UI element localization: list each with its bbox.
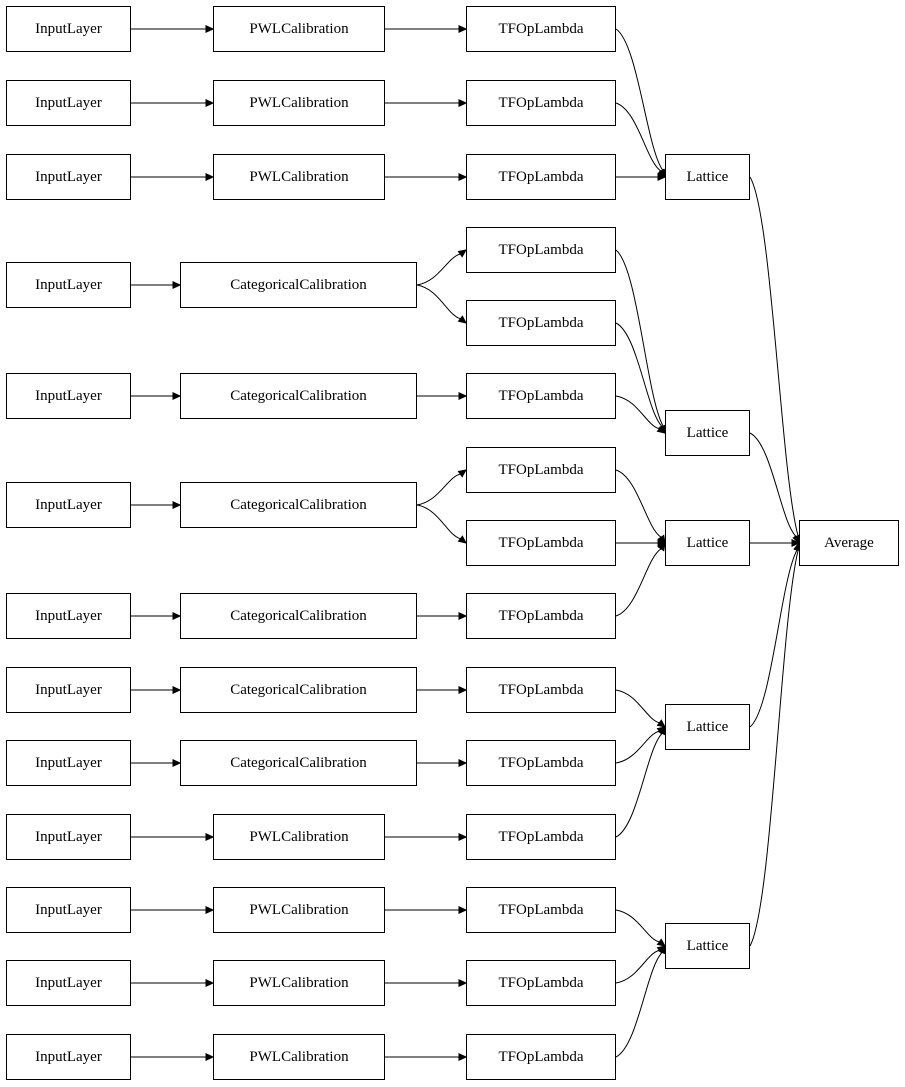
node-in6: [6, 482, 131, 528]
node-label: TFOpLambda: [498, 681, 584, 698]
arrowhead: [458, 250, 466, 257]
node-label: TFOpLambda: [498, 20, 584, 37]
node-label: TFOpLambda: [498, 974, 584, 991]
node-label: TFOpLambda: [498, 607, 584, 624]
arrowhead: [459, 174, 466, 180]
edge-lat5-to-avg: [750, 550, 798, 946]
node-label: InputLayer: [35, 681, 102, 698]
node-label: TFOpLambda: [498, 828, 584, 845]
edge-cal6-to-op8: [417, 505, 460, 539]
node-op2: [466, 80, 616, 126]
arrowhead: [173, 760, 180, 766]
node-label: InputLayer: [35, 974, 102, 991]
node-avg: [799, 520, 899, 566]
node-label: InputLayer: [35, 901, 102, 918]
edge-cal6-to-op7: [417, 474, 460, 505]
node-cal7: [180, 593, 417, 639]
node-label: TFOpLambda: [498, 1048, 584, 1065]
arrowhead: [173, 502, 180, 508]
node-label: CategoricalCalibration: [230, 387, 367, 404]
node-cal2: [213, 80, 385, 126]
node-in2: [6, 80, 131, 126]
edge-op1-to-lat1: [616, 29, 663, 170]
node-lat1: [665, 154, 750, 200]
node-label: PWLCalibration: [249, 168, 349, 185]
node-label: CategoricalCalibration: [230, 607, 367, 624]
node-cal13: [213, 1034, 385, 1080]
node-label: Lattice: [686, 424, 729, 441]
node-label: CategoricalCalibration: [230, 496, 367, 513]
arrowhead: [206, 980, 213, 986]
edge-lat4-to-avg: [750, 550, 797, 727]
node-label: TFOpLambda: [498, 241, 584, 258]
node-label: InputLayer: [35, 276, 102, 293]
edge-op4-to-lat2: [616, 250, 663, 426]
node-lat3: [665, 520, 750, 566]
node-in3: [6, 154, 131, 200]
node-label: InputLayer: [35, 607, 102, 624]
node-label: CategoricalCalibration: [230, 276, 367, 293]
node-label: Lattice: [686, 937, 729, 954]
edge-op14-to-lat5: [616, 950, 659, 983]
arrowhead: [459, 613, 466, 619]
node-op13: [466, 887, 616, 933]
arrowhead: [459, 760, 466, 766]
node-label: TFOpLambda: [498, 387, 584, 404]
arrowhead: [657, 720, 665, 727]
node-label: InputLayer: [35, 496, 102, 513]
edge-cal4-to-op5: [417, 285, 460, 319]
arrowhead: [459, 100, 466, 106]
node-label: TFOpLambda: [498, 314, 584, 331]
node-label: Lattice: [686, 718, 729, 735]
node-cal3: [213, 154, 385, 200]
arrowhead: [173, 613, 180, 619]
node-op12: [466, 814, 616, 860]
node-label: TFOpLambda: [498, 754, 584, 771]
node-op11: [466, 740, 616, 786]
arrowhead: [459, 26, 466, 32]
node-label: TFOpLambda: [498, 534, 584, 551]
node-in12: [6, 960, 131, 1006]
edge-op13-to-lat5: [616, 910, 659, 942]
edge-op11-to-lat4: [616, 731, 659, 763]
node-op15: [466, 1034, 616, 1080]
node-op6: [466, 373, 616, 419]
arrowhead: [459, 316, 466, 323]
node-in5: [6, 373, 131, 419]
node-label: CategoricalCalibration: [230, 681, 367, 698]
node-lat2: [665, 410, 750, 456]
node-cal12: [213, 960, 385, 1006]
node-label: InputLayer: [35, 20, 102, 37]
node-cal4: [180, 262, 417, 308]
node-lat4: [665, 704, 750, 750]
node-op3: [466, 154, 616, 200]
arrowhead: [173, 393, 180, 399]
arrowhead: [206, 26, 213, 32]
node-op10: [466, 667, 616, 713]
node-in1: [6, 6, 131, 52]
node-label: InputLayer: [35, 387, 102, 404]
arrowhead: [459, 1054, 466, 1060]
node-cal11: [213, 887, 385, 933]
node-label: PWLCalibration: [249, 20, 349, 37]
node-cal1: [213, 6, 385, 52]
node-label: PWLCalibration: [249, 94, 349, 111]
node-cal6: [180, 482, 417, 528]
node-lat5: [665, 923, 750, 969]
node-op4: [466, 227, 616, 273]
node-label: Average: [824, 534, 874, 551]
node-op1: [466, 6, 616, 52]
arrowhead: [206, 834, 213, 840]
node-label: InputLayer: [35, 828, 102, 845]
node-label: InputLayer: [35, 168, 102, 185]
node-in7: [6, 593, 131, 639]
arrowhead: [459, 834, 466, 840]
node-label: PWLCalibration: [249, 901, 349, 918]
node-label: TFOpLambda: [498, 901, 584, 918]
node-cal8: [180, 667, 417, 713]
node-in9: [6, 740, 131, 786]
node-label: PWLCalibration: [249, 828, 349, 845]
node-label: InputLayer: [35, 754, 102, 771]
node-in10: [6, 814, 131, 860]
arrowhead: [206, 174, 213, 180]
arrowhead: [206, 100, 213, 106]
node-cal10: [213, 814, 385, 860]
arrowhead: [206, 1054, 213, 1060]
node-in13: [6, 1034, 131, 1080]
node-label: PWLCalibration: [249, 974, 349, 991]
arrowhead: [459, 393, 466, 399]
edge-op2-to-lat1: [616, 103, 661, 171]
arrowhead: [459, 980, 466, 986]
arrowhead: [459, 907, 466, 913]
arrowhead: [206, 907, 213, 913]
arrowhead: [459, 536, 466, 543]
node-op5: [466, 300, 616, 346]
node-label: TFOpLambda: [498, 168, 584, 185]
arrowhead: [173, 282, 180, 288]
edge-op7-to-lat3: [616, 470, 661, 537]
edge-op10-to-lat4: [616, 690, 659, 723]
edge-cal4-to-op4: [417, 254, 460, 285]
node-op8: [466, 520, 616, 566]
node-in11: [6, 887, 131, 933]
node-cal5: [180, 373, 417, 419]
node-label: PWLCalibration: [249, 1048, 349, 1065]
node-op9: [466, 593, 616, 639]
node-label: TFOpLambda: [498, 94, 584, 111]
node-in8: [6, 667, 131, 713]
edge-op6-to-lat2: [616, 396, 659, 429]
node-label: InputLayer: [35, 94, 102, 111]
node-in4: [6, 262, 131, 308]
node-op14: [466, 960, 616, 1006]
edge-op9-to-lat3: [616, 549, 661, 616]
node-label: TFOpLambda: [498, 461, 584, 478]
node-op7: [466, 447, 616, 493]
node-label: Lattice: [686, 534, 729, 551]
node-label: InputLayer: [35, 1048, 102, 1065]
node-cal9: [180, 740, 417, 786]
arrowhead: [458, 470, 466, 477]
arrowhead: [657, 939, 665, 946]
arrowhead: [173, 687, 180, 693]
edge-lat1-to-avg: [750, 177, 798, 536]
node-label: Lattice: [686, 168, 729, 185]
node-label: CategoricalCalibration: [230, 754, 367, 771]
arrowhead: [459, 687, 466, 693]
